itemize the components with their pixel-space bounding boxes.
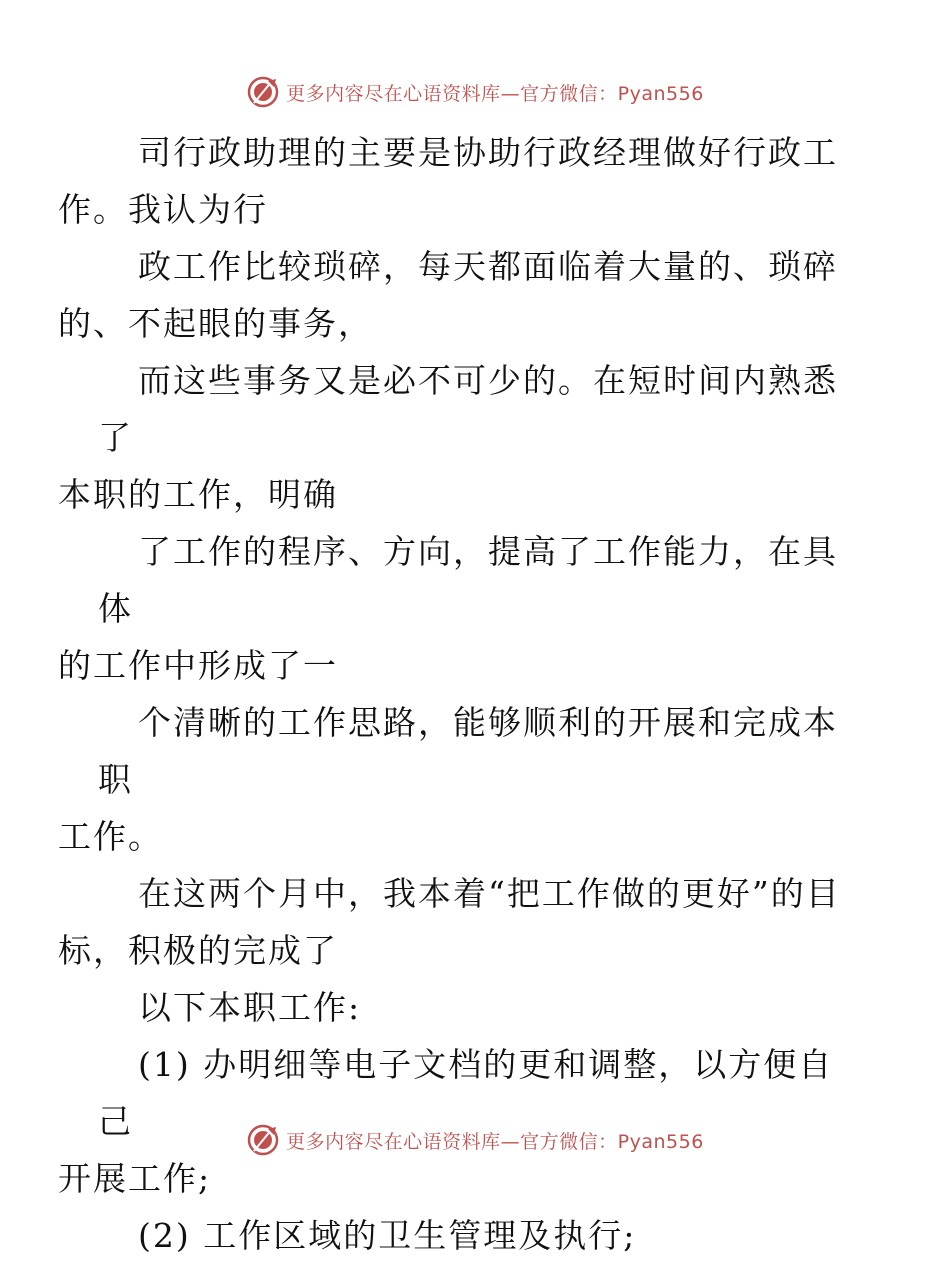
paragraph-line: 了工作的程序、方向，提高了工作能力，在具体 (98, 532, 838, 628)
paragraph-line: 标，积极的完成了 (58, 931, 338, 970)
quill-pen-seal-icon (246, 75, 280, 109)
paragraph (98, 1207, 858, 1264)
paragraph-line: 以下本职工作: (138, 988, 362, 1027)
paragraph-line: 作。我认为行 (58, 190, 268, 229)
paragraph-line: 的工作中形成了一 (58, 646, 338, 685)
paragraph-line: (1) 办明细等电子文档的更和调整，以方便自己 (98, 1045, 834, 1141)
paragraph (58, 694, 858, 865)
paragraph (98, 979, 858, 1036)
paragraph (58, 238, 858, 352)
document-body (58, 124, 858, 1264)
paragraph-line: 而这些事务又是必不可少的。在短时间内熟悉了 (98, 361, 838, 457)
paragraph (58, 865, 858, 979)
paragraph (58, 124, 858, 238)
header-banner (0, 72, 950, 112)
paragraph-line: 的、不起眼的事务， (58, 304, 373, 343)
banner-text: 更多内容尽在心语资料库—官方微信：Pyan556 (286, 1130, 704, 1153)
paragraph (58, 352, 858, 523)
quill-pen-seal-icon (246, 1123, 280, 1157)
footer-banner (0, 1120, 950, 1160)
paragraph-line: 司行政助理的主要是协助行政经理做好行政工 (138, 133, 838, 172)
paragraph-line: 本职的工作，明确 (58, 475, 338, 514)
paragraph-line: 个清晰的工作思路，能够顺利的开展和完成本职 (98, 703, 838, 799)
paragraph-line: (2) 工作区域的卫生管理及执行; (138, 1216, 637, 1255)
paragraph (58, 523, 858, 694)
paragraph-line: 政工作比较琐碎，每天都面临着大量的、琐碎 (138, 247, 838, 286)
paragraph-line: 工作。 (58, 817, 163, 856)
paragraph-line: 在这两个月中，我本着“把工作做的更好”的目 (138, 874, 841, 913)
paragraph-line: 开展工作; (58, 1159, 212, 1198)
banner-text: 更多内容尽在心语资料库—官方微信：Pyan556 (286, 82, 704, 105)
